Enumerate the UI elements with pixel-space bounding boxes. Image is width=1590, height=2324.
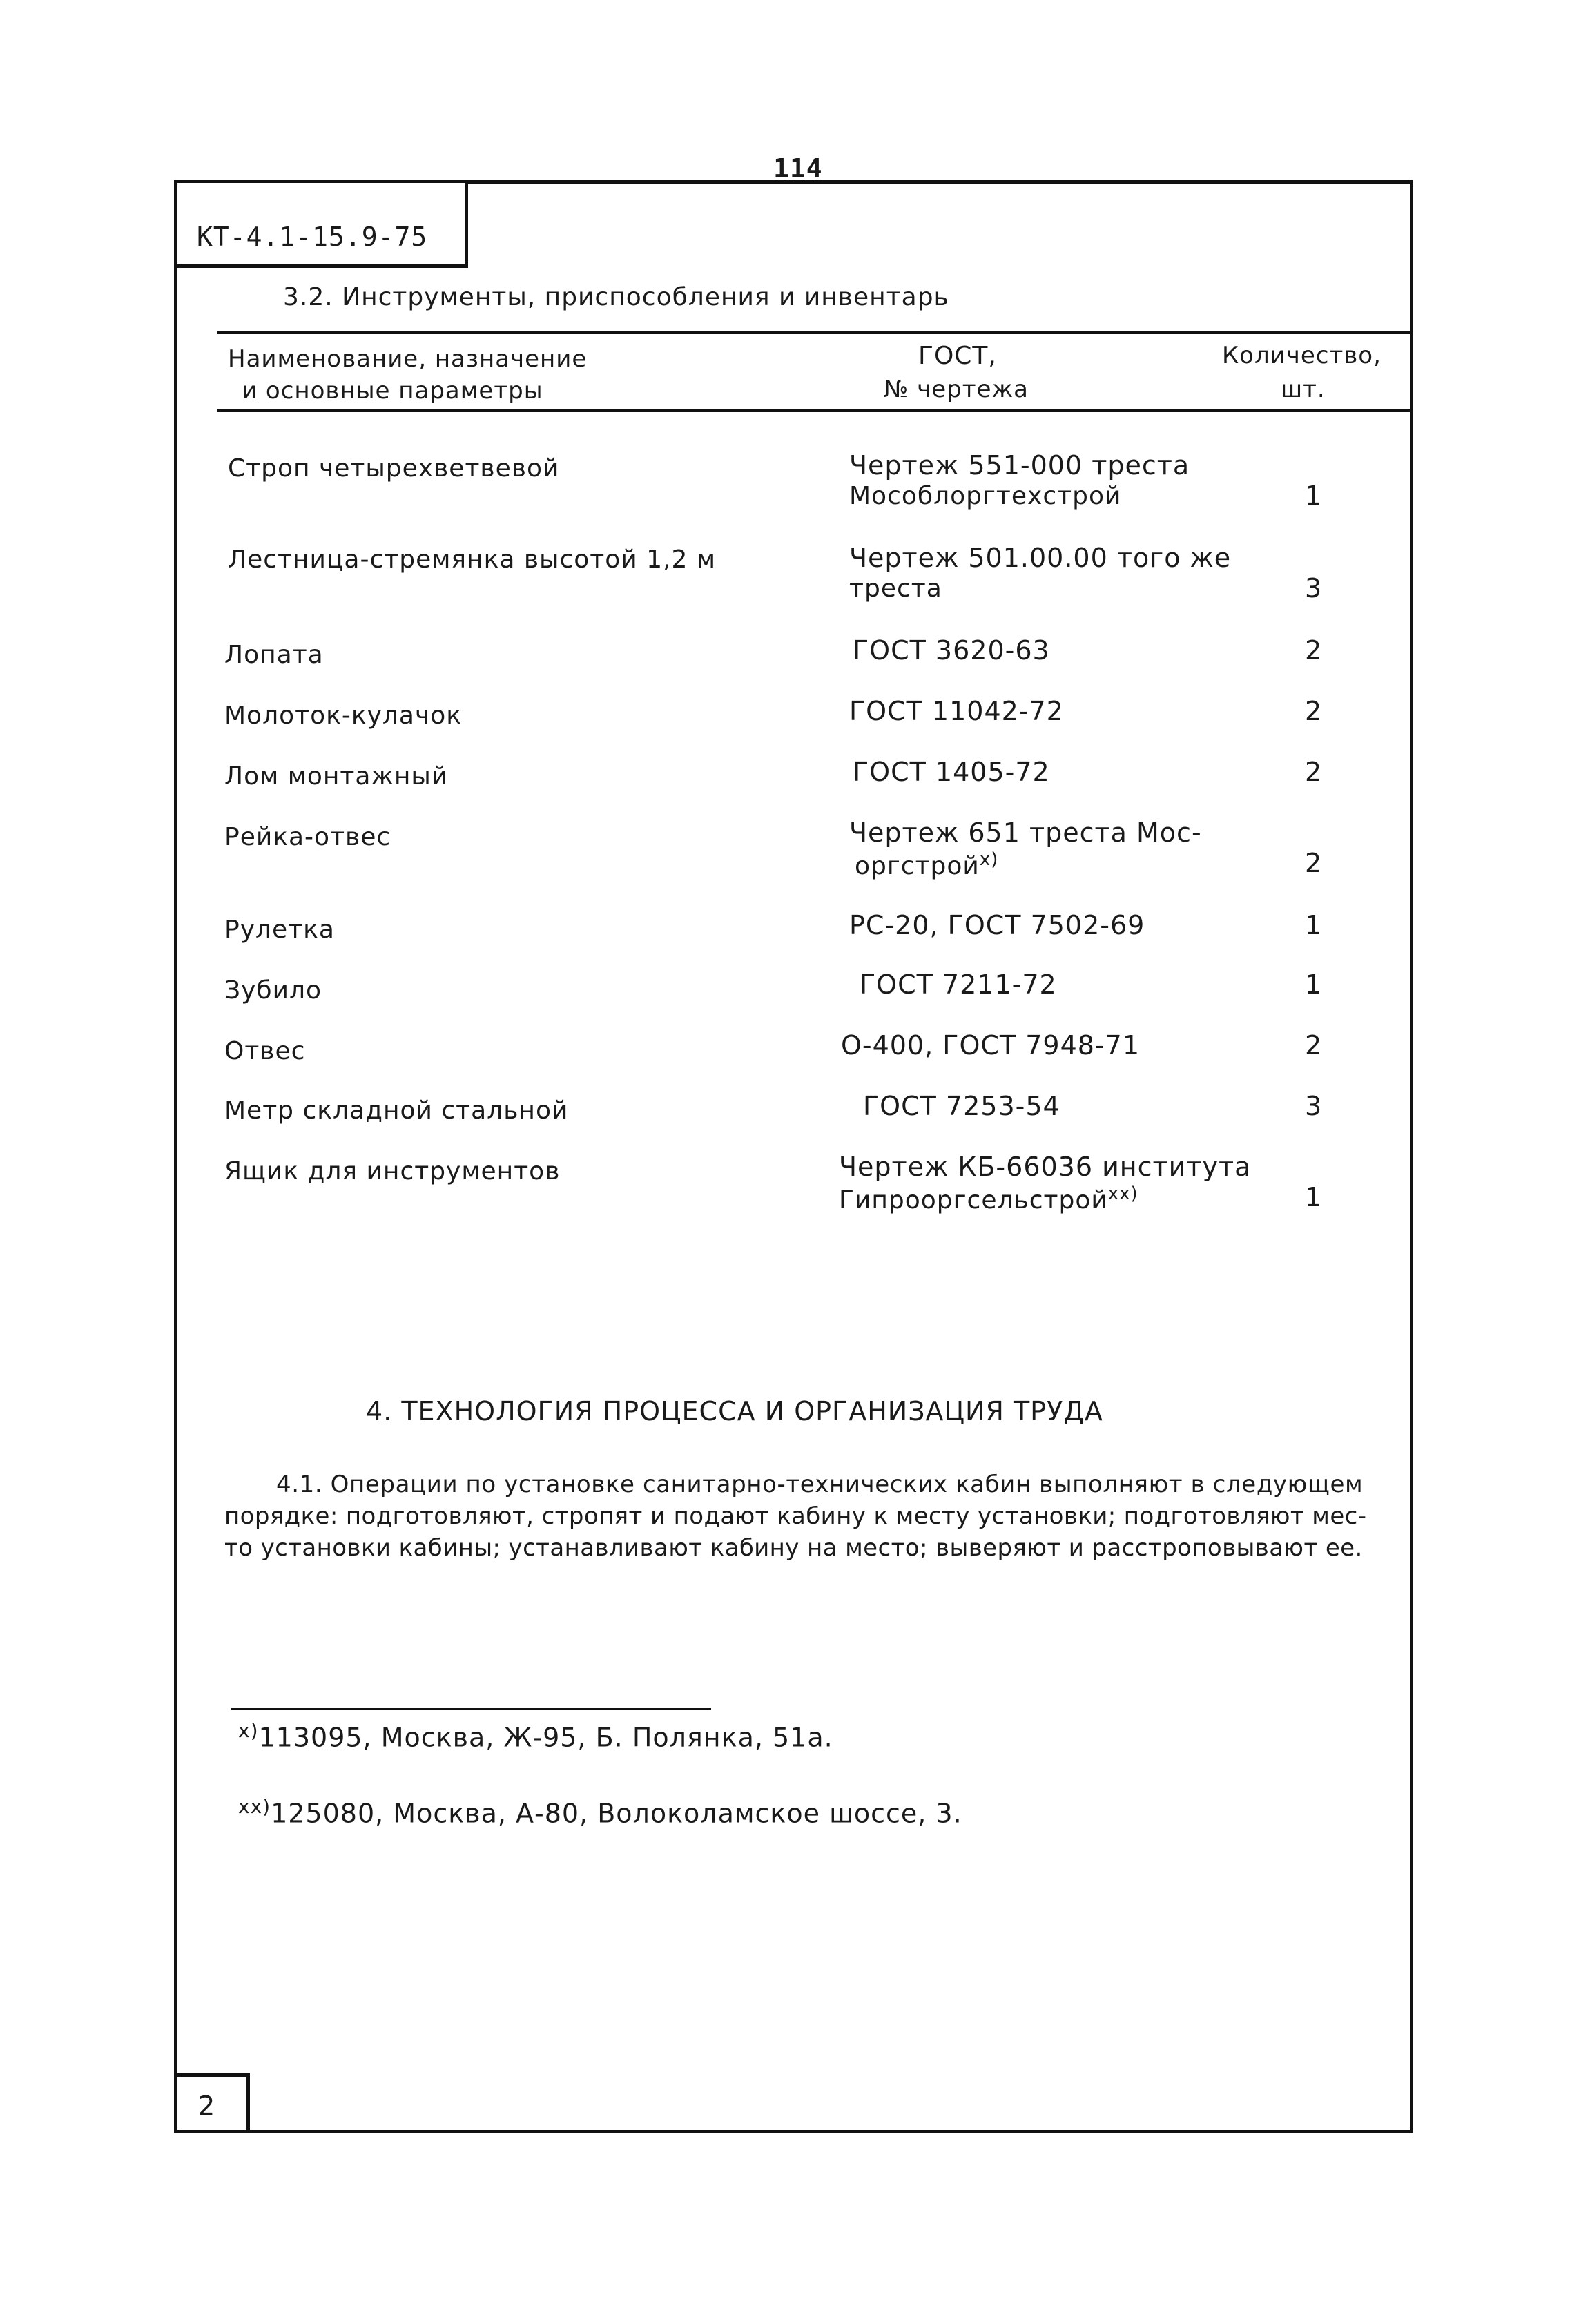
section4-heading: 4. ТЕХНОЛОГИЯ ПРОЦЕССА И ОРГАНИЗАЦИЯ ТРУДА xyxy=(366,1396,1103,1426)
page-number: 114 xyxy=(773,153,823,184)
footnote xyxy=(238,1719,833,1753)
row-name: Отвес xyxy=(224,1037,306,1065)
row-ref-line1: ГОСТ 11042-72 xyxy=(849,696,1064,726)
row-name: Лом монтажный xyxy=(224,762,449,791)
row-qty: 3 xyxy=(1305,573,1322,603)
row-name: Ящик для инструментов xyxy=(224,1157,561,1185)
row-ref-line1: ГОСТ 1405-72 xyxy=(853,757,1050,787)
doc-code: КТ-4.1-15.9-75 xyxy=(197,222,428,252)
row-qty: 1 xyxy=(1305,910,1322,940)
row-ref-line2-text: Гипрооргсельстрой xyxy=(839,1186,1108,1214)
row-qty: 2 xyxy=(1305,1030,1322,1061)
row-ref-line2: Мособлоргтехстрой xyxy=(849,482,1122,510)
footnote-ref-mark: х) xyxy=(979,849,999,870)
table-top-rule xyxy=(217,331,1413,334)
row-ref-line2 xyxy=(839,1183,1138,1214)
row-qty: 2 xyxy=(1305,757,1322,787)
row-name: Метр складной стальной xyxy=(224,1096,569,1125)
row-ref-line2-text: оргстрой xyxy=(855,852,980,880)
header-name-line2: и основные параметры xyxy=(242,377,543,405)
sheet-number-box xyxy=(174,2073,250,2133)
header-gost-line1: ГОСТ, xyxy=(918,342,997,370)
row-name: Лестница-стремянка высотой 1,2 м xyxy=(228,545,716,574)
section4-para-line2: порядке: подготовляют, стропят и подают кабину к месту установки; подготовляют мес- xyxy=(224,1502,1367,1530)
header-name-line1: Наименование, назначение xyxy=(228,345,588,373)
row-ref-line1: ГОСТ 7211-72 xyxy=(860,969,1057,1000)
row-ref-line1: О-400, ГОСТ 7948-71 xyxy=(841,1030,1140,1061)
row-ref-line1: Чертеж 501.00.00 того же xyxy=(849,543,1232,573)
row-ref-line2: треста xyxy=(849,574,942,603)
row-qty: 1 xyxy=(1305,969,1322,1000)
footnote xyxy=(238,1795,962,1829)
header-gost-line2: № чертежа xyxy=(884,376,1029,403)
row-name: Рейка-отвес xyxy=(224,823,391,851)
row-qty: 1 xyxy=(1305,481,1322,511)
row-ref-line2 xyxy=(855,849,998,880)
row-ref-line1: Чертеж 651 треста Мос- xyxy=(849,817,1202,848)
row-ref-line1: ГОСТ 3620-63 xyxy=(853,635,1050,666)
row-qty: 3 xyxy=(1305,1091,1322,1121)
row-name: Строп четырехветвевой xyxy=(228,454,560,483)
footnote-mark: х) xyxy=(238,1719,259,1742)
footnote-separator xyxy=(231,1708,711,1710)
row-name: Зубило xyxy=(224,976,322,1005)
row-name: Молоток-кулачок xyxy=(224,701,463,730)
header-qty-line2: шт. xyxy=(1281,376,1326,403)
row-ref-line1: Чертеж КБ-66036 института xyxy=(839,1152,1252,1182)
section4-para-line3: то установки кабины; устанавливают кабину на место; выверяют и расстроповывают ее. xyxy=(224,1534,1363,1562)
row-ref-line1: РС-20, ГОСТ 7502-69 xyxy=(849,910,1145,940)
header-qty-line1: Количество, xyxy=(1222,342,1381,369)
footnote-text: 113095, Москва, Ж-95, Б. Полянка, 51а. xyxy=(258,1722,833,1753)
section4-para-line1: 4.1. Операции по установке санитарно-технических кабин выполняют в следующем xyxy=(276,1471,1364,1498)
row-qty: 2 xyxy=(1305,848,1322,878)
row-ref-line1: ГОСТ 7253-54 xyxy=(863,1091,1060,1121)
section-heading: 3.2. Инструменты, приспособления и инвентарь xyxy=(283,283,949,311)
row-qty: 1 xyxy=(1305,1182,1322,1212)
row-name: Рулетка xyxy=(224,916,335,944)
footnote-ref-mark: хх) xyxy=(1107,1183,1138,1204)
footnote-text: 125080, Москва, А-80, Волоколамское шоссе, 3. xyxy=(271,1798,962,1829)
footnote-mark: хх) xyxy=(238,1795,271,1818)
doc-code-box xyxy=(174,180,468,268)
row-ref-line1: Чертеж 551-000 треста xyxy=(849,450,1190,481)
row-qty: 2 xyxy=(1305,696,1322,726)
row-name: Лопата xyxy=(224,641,324,669)
sheet-number: 2 xyxy=(198,2091,216,2121)
table-header-rule xyxy=(217,409,1413,412)
row-qty: 2 xyxy=(1305,635,1322,666)
